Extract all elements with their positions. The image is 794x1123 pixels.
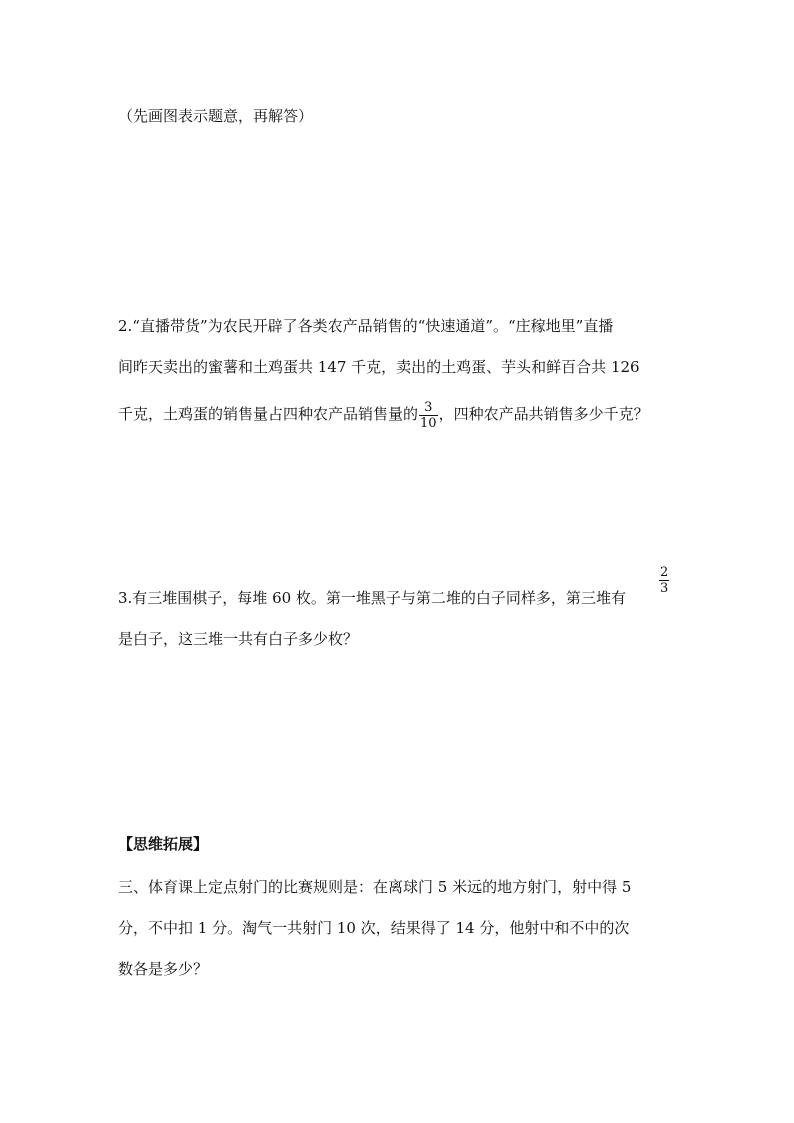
section-title: 【思维拓展】 [118, 835, 209, 853]
problem-2-line-1: 2.“直播带货”为农民开辟了各类农产品销售的“快速通道”。“庄稼地里”直播 [118, 317, 614, 335]
instruction-text: （先画图表示题意，再解答） [118, 107, 314, 125]
fraction-denominator: 10 [420, 415, 437, 431]
fraction-three-tenths [419, 400, 438, 431]
fraction-numerator: 3 [419, 400, 438, 416]
problem-2-line-3 [118, 398, 649, 431]
problem-2-line-3-text-before: 千克，土鸡蛋的销售量占四种农产品销售量的 [118, 405, 419, 423]
fraction-denominator: 3 [660, 581, 669, 596]
fraction-numerator: 2 [660, 565, 669, 580]
problem-2-line-3-text-after: ，四种农产品共销售多少千克？ [438, 405, 649, 423]
section-problem-line-1: 三、体育课上定点射门的比赛规则是：在离球门 5 米远的地方射门，射中得 5 [118, 878, 632, 896]
problem-3-line-1: 3.有三堆围棋子，每堆 60 枚。第一堆黑子与第二堆的白子同样多，第三堆有 [118, 589, 626, 607]
problem-3-line-2: 是白子，这三堆一共有白子多少枚？ [118, 630, 359, 648]
fraction-two-thirds [659, 565, 669, 596]
section-problem-line-3: 数各是多少？ [118, 960, 209, 978]
section-problem-line-2: 分，不中扣 1 分。淘气一共射门 10 次，结果得了 14 分，他射中和不中的次 [118, 919, 630, 937]
problem-2-line-2: 间昨天卖出的蜜薯和土鸡蛋共 147 千克，卖出的土鸡蛋、芋头和鲜百合共 126 [118, 358, 640, 376]
